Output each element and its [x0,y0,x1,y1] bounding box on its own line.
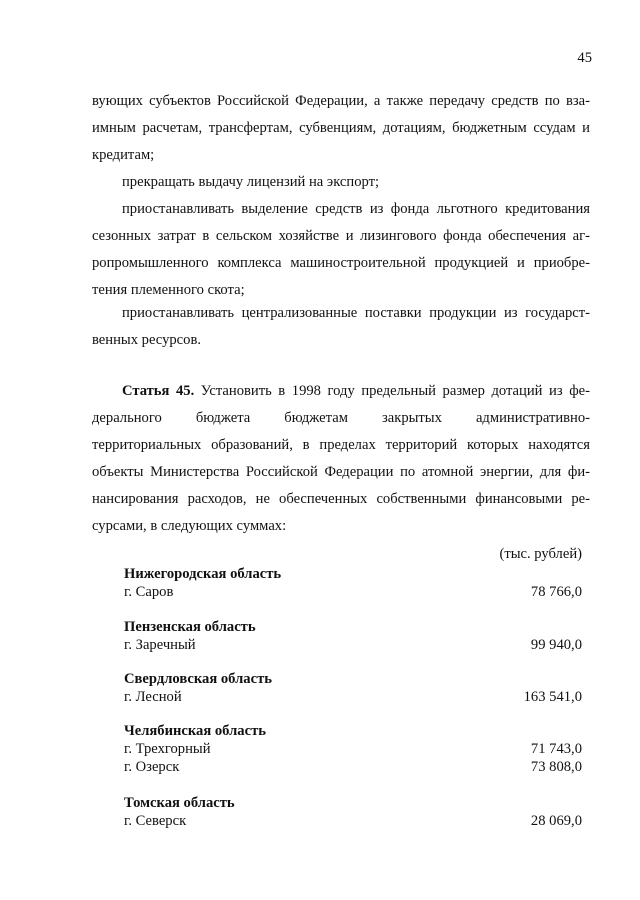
text-line: вующих субъектов Российской Федерации, а также передачу средств по вза- [92,93,590,109]
paragraph-continuation [92,88,590,169]
amount: 163 541,0 [523,689,582,705]
amount: 78 766,0 [530,584,582,600]
table-row [124,812,582,830]
article-45 [92,378,590,540]
text-line: территориальных образований, в пределах территорий которых находятся [92,437,590,453]
table-group [124,794,582,830]
paragraph-supplies [92,300,590,354]
amount: 28 069,0 [530,813,582,829]
table-group [124,618,582,654]
text-line: дерального бюджета бюджетам закрытых административно- [92,410,590,426]
text-line: объекты Министерства Российской Федерации по атомной энергии, для фи- [92,464,590,480]
city-name: г. Озерск [124,759,180,775]
text-line: кредитам; [92,147,155,163]
paragraph-export-licenses [92,169,590,196]
text-line: сезонных затрат в сельском хозяйстве и лизингового фонда обеспечения аг- [92,228,590,244]
text-line: имным расчетам, трансфертам, субвенциям, дотациям, бюджетным ссудам и [92,120,590,136]
city-name: г. Лесной [124,689,182,705]
city-name: г. Заречный [124,637,196,653]
amount: 73 808,0 [530,759,582,775]
table-group [124,670,582,706]
city-name: г. Саров [124,584,174,600]
text-line: сурсами, в следующих суммах: [92,518,287,534]
text-line [92,378,590,405]
table-row [124,688,582,706]
table-group [124,565,582,601]
table-row [124,636,582,654]
units-label: (тыс. рублей) [499,546,582,562]
text-line: прекращать выдачу лицензий на экспорт; [122,174,380,190]
table-row [124,740,582,758]
amount: 99 940,0 [530,637,582,653]
text-line: приостанавливать выделение средств из фонда льготного кредитования [122,201,590,217]
paragraph-credit-fund [92,196,590,304]
table-group [124,722,582,776]
text-line: нансирования расходов, не обеспеченных собственными финансовыми ре- [92,491,590,507]
text-line: приостанавливать централизованные поставки продукции из государст- [122,305,590,321]
region-name: Пензенская область [124,619,256,635]
text-line: ропромышленного комплекса машиностроительной продукцией и приобре- [92,255,590,271]
amount: 71 743,0 [530,741,582,757]
page-number: 45 [577,50,592,66]
article-heading: Статья 45. [122,383,195,399]
city-name: г. Северск [124,813,187,829]
text-line: тения племенного скота; [92,282,245,298]
region-name: Челябинская область [124,723,266,739]
region-name: Томская область [124,795,235,811]
region-name: Свердловская область [124,671,272,687]
table-row [124,583,582,601]
table-row [124,758,582,776]
city-name: г. Трехгорный [124,741,211,757]
region-name: Нижегородская область [124,566,282,582]
text-line: венных ресурсов. [92,332,201,348]
article-first-line: Установить в 1998 году предельный размер дотаций из фе- [200,383,590,399]
